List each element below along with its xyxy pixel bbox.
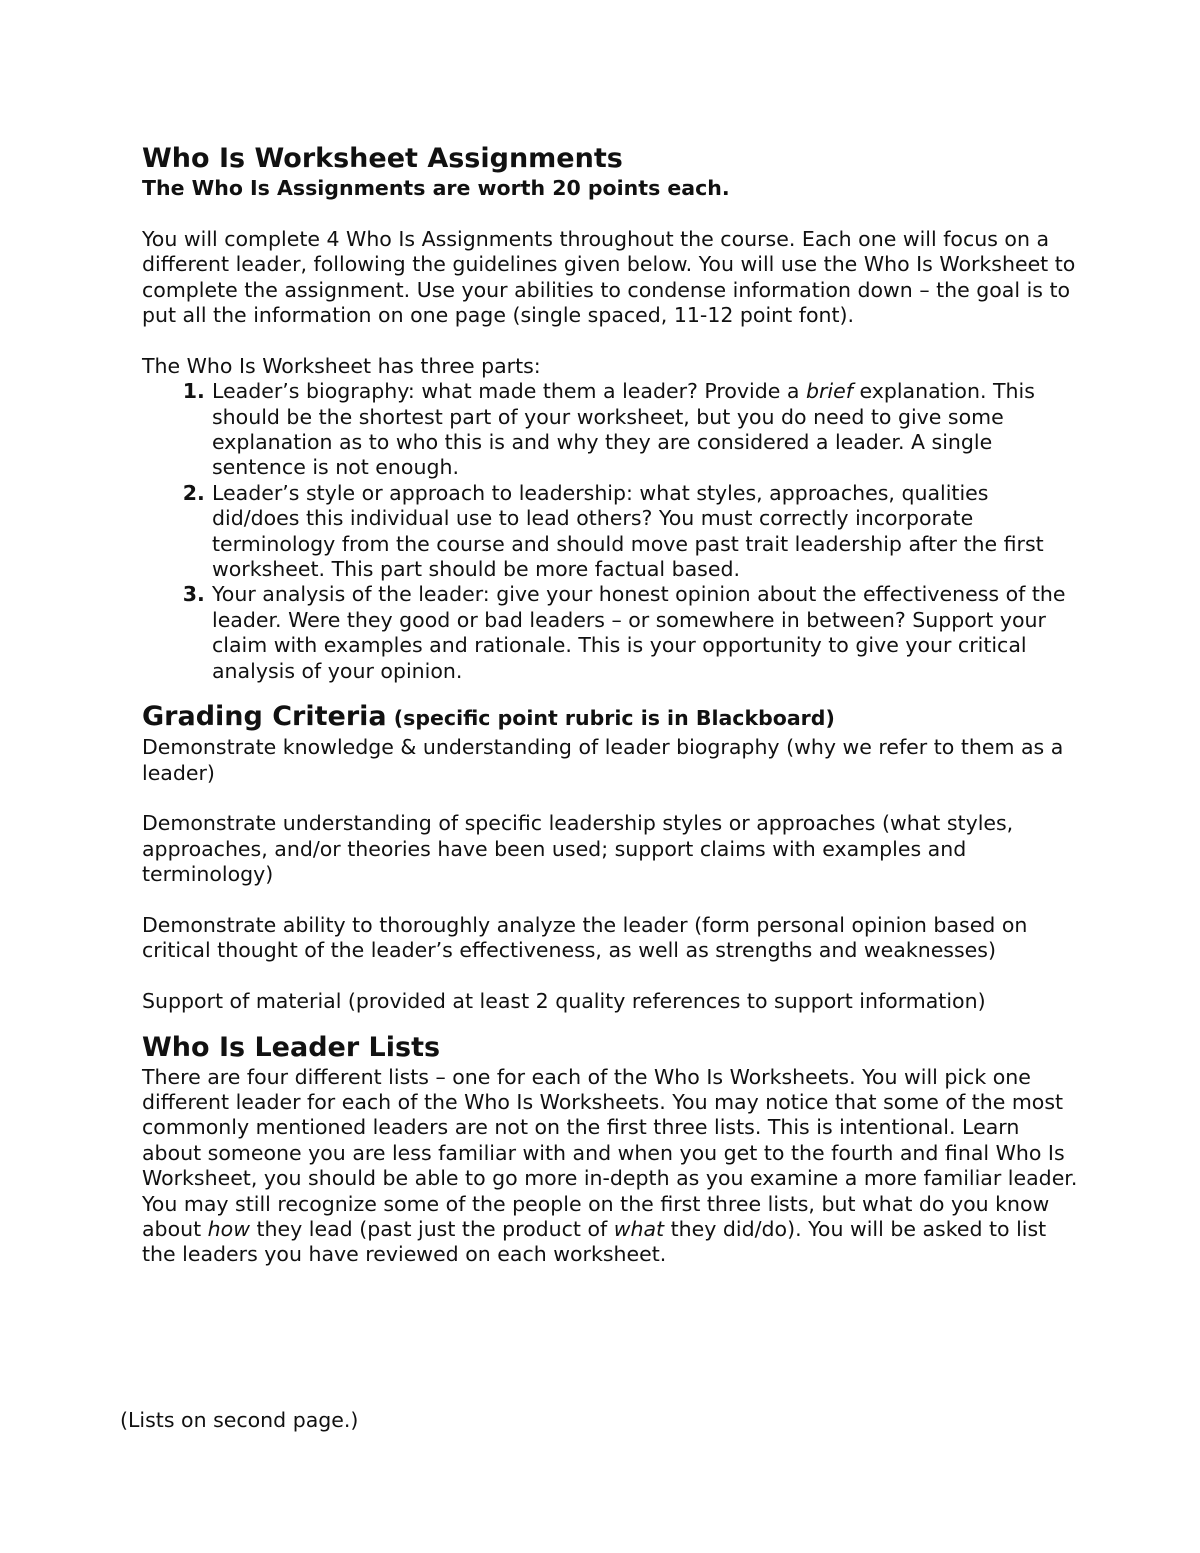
part1-emphasis: brief bbox=[805, 379, 853, 404]
grading-note: (specific point rubric is in Blackboard) bbox=[386, 706, 835, 731]
lists-paragraph bbox=[142, 1065, 1082, 1268]
criterion-4: Support of material (provided at least 2 quality references to support information) bbox=[142, 989, 986, 1014]
spacer bbox=[142, 328, 1082, 353]
part-item-2: 2. Leader’s style or approach to leadership: what styles, approaches, qualities did/does this individual use to lead others? You must correctly incorporate terminology from the course and should move past trait leadership after the first worksheet. This part should be more factual based. bbox=[212, 481, 1082, 583]
spacer bbox=[142, 964, 1082, 989]
spacer bbox=[142, 786, 1082, 811]
criterion-3: Demonstrate ability to thoroughly analyze the leader (form personal opinion based on critical thought of the leader’s effectiveness, as well as strengths and weaknesses) bbox=[142, 912, 1028, 963]
parts-list bbox=[142, 379, 1082, 684]
page-subtitle: The Who Is Assignments are worth 20 points each. bbox=[142, 176, 730, 200]
parts-intro: The Who Is Worksheet has three parts: bbox=[142, 353, 541, 378]
lists-text-b: they lead (past just the product of bbox=[249, 1216, 614, 1241]
part1-text-b: explanation. This should be the shortest part of your worksheet, but you do need to give some explanation as to who this is and why they are considered a leader. A single sentence is not enough. bbox=[212, 379, 1035, 480]
lists-heading: Who Is Leader Lists bbox=[142, 1031, 441, 1063]
criterion-2: Demonstrate understanding of specific leadership styles or approaches (what styles, approaches, and/or theories have been used; support claims with examples and terminology) bbox=[142, 811, 1014, 887]
document-page bbox=[142, 142, 1082, 1268]
lists-text-a: There are four different lists – one for each of the Who Is Worksheets. You will pick one different leader for each of the Who Is Worksheets. You may notice that some of the most commonly mentioned leaders are not on the first three lists. This is intentional. Learn about someone you are less familiar with and when you get to the fourth and final Who Is Worksheet, you should be able to go more in-depth as you examine a more familiar leader. You may still recognize some of the people on the first three lists, but what do you know about bbox=[142, 1064, 1078, 1241]
grading-title: Grading Criteria bbox=[142, 701, 387, 733]
second-page-note: (Lists on second page.) bbox=[120, 1408, 359, 1432]
part-item-3: 3. Your analysis of the leader: give your honest opinion about the effectiveness of the leader. Were they good or bad leaders – or somewhere in between? Support your claim with examples and rationale. This is your opportunity to give your critical analysis of your opinion. bbox=[212, 582, 1082, 684]
page-title: Who Is Worksheet Assignments bbox=[142, 143, 623, 174]
part-item-1 bbox=[212, 379, 1082, 481]
lists-emphasis-how: how bbox=[207, 1216, 250, 1241]
grading-heading bbox=[142, 700, 1082, 735]
lists-text-c: they did/do). You will be asked to list the leaders you have reviewed on each worksheet. bbox=[142, 1216, 1047, 1267]
spacer bbox=[142, 888, 1082, 913]
criterion-1: Demonstrate knowledge & understanding of leader biography (why we refer to them as a leader) bbox=[142, 735, 1064, 785]
intro-paragraph: You will complete 4 Who Is Assignments throughout the course. Each one will focus on a different leader, following the guidelines given below. You will use the Who Is Worksheet to complete the assignment. Use your abilities to condense information down – the goal is to put all the information on one page (single spaced, 11-12 point font). bbox=[142, 226, 1076, 328]
part1-text-a: Leader’s biography: what made them a leader? Provide a bbox=[212, 379, 806, 404]
lists-emphasis-what: what bbox=[613, 1216, 665, 1241]
spacer bbox=[142, 201, 1082, 226]
